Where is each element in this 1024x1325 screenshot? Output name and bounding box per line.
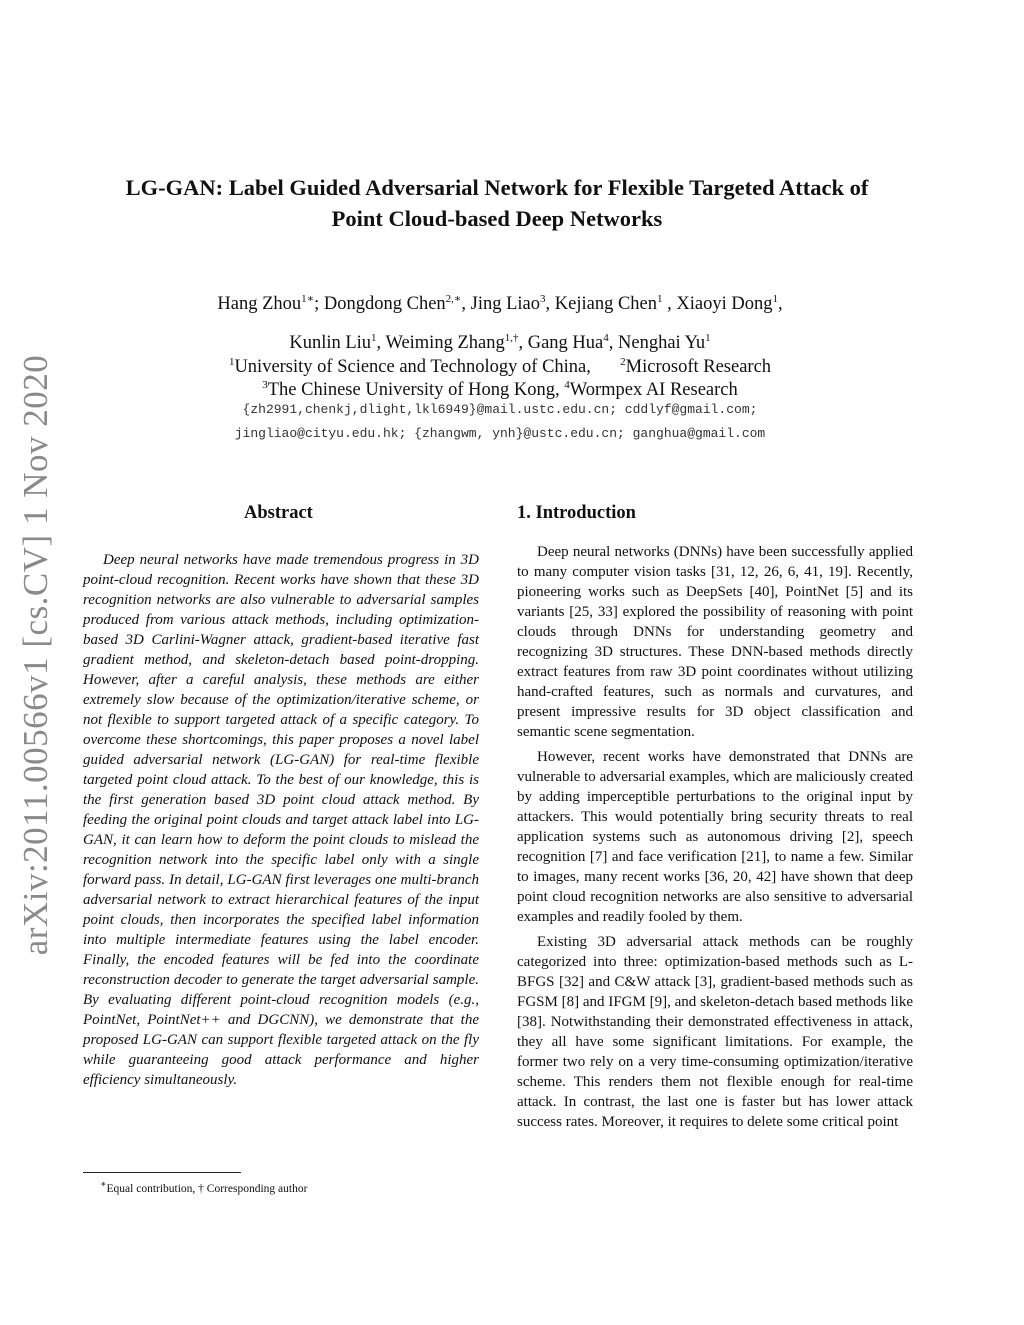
affiliation: Wormpex AI Research [569,380,738,401]
author: , Jing Liao$^3$ [461,293,546,315]
footnote-divider [83,1172,241,1173]
affiliation-line-1: $^1$University of Science and Technology of China, $^2$Microsoft Research [228,356,772,378]
author: , Kejiang Chen$^1$ [545,293,663,315]
affiliation: The Chinese University of Hong Kong, [267,380,565,401]
author: , Xiaoyi Dong$^1$ [662,293,778,315]
arxiv-stamp [4,350,68,960]
footnote-text: Equal contribution, † Corresponding author [106,1182,308,1195]
author: Hang Zhou$^{1∗}$ [217,293,315,315]
author: Kunlin Liu$^1$ [289,332,377,354]
email-line-2: jingliao@cityu.edu.hk; {zhangwm, ynh}@ustc.edu.cn; ganghua@gmail.com [234,426,766,441]
author: , Weiming Zhang$^{1,\dagger}$ [376,332,519,354]
arxiv-id-text: arXiv:2011.00566v1 [cs.CV] 1 Nov 2020 [16,354,56,956]
abstract-heading: Abstract [244,503,313,523]
introduction-body [517,542,913,1137]
paper-title [90,172,904,234]
email-line-1: {zh2991,chenkj,dlight,lkl6949}@mail.ustc.edu.cn; cddlyf@gmail.com; [242,402,758,417]
introduction-heading: 1. Introduction [517,503,636,523]
affiliation-line-2: $^3$The Chinese University of Hong Kong, $^4$Wormpex AI Research [262,379,738,401]
author-line-1 [120,288,880,316]
intro-paragraph: Deep neural networks (DNNs) have been successfully applied to many computer vision tasks [31, 12, 26, 6, 41, 19]. Recently, pioneering works such as DeepSets [40], PointNet [5] and its variants [25, 33] explored the possibility of reasoning with point clouds through DNNs for understanding geometry and recognizing 3D structures. These DNN-based methods directly extract features from raw 3D point coordinates without utilizing hand-crafted features, such as normals and curvatures, and present impressive results for 3D object classification and semantic scene segmentation. [517,544,913,740]
author: ; Dongdong Chen$^{2,∗}$ [314,293,462,315]
affiliation: University of Science and Technology of China, [234,357,591,378]
author: , Gang Hua$^4$ [518,332,609,354]
affiliation: Microsoft Research [625,357,772,378]
footnote: ∗Equal contribution, † Corresponding author [100,1179,308,1195]
intro-paragraph: However, recent works have demonstrated that DNNs are vulnerable to adversarial examples, which are maliciously created by adding imperceptible perturbations to the original input by attackers. This would potentially bring security threats to real application systems such as autonomous driving [2], speech recognition [7] and face verification [21], to name a few. Similar to images, many recent works [36, 20, 42] have shown that deep point cloud recognition networks are also sensitive to adversarial examples and readily fooled by them. [517,749,913,925]
author: , [778,294,783,315]
abstract-body [83,550,479,1090]
author: , Nenghai Yu$^1$ [608,332,711,354]
title-line-1: LG-GAN: Label Guided Adversarial Network for Flexible Targeted Attack of [125,175,869,200]
intro-paragraph: Existing 3D adversarial attack methods can be roughly categorized into three: optimization-based methods such as L-BFGS [32] and C&W attack [3], gradient-based methods such as FGSM [8] and IFGM [9], and skeleton-detach based methods like [38]. Notwithstanding their demonstrated effectiveness in attack, they all have some significant limitations. For example, the former two rely on a very time-consuming optimization/iterative scheme. This renders them not flexible enough for real-time attack. In contrast, the last one is faster but has lower attack success rates. Moreover, it requires to delete some critical point [517,934,913,1130]
abstract-text: Deep neural networks have made tremendous progress in 3D point-cloud recognition. Recent works have shown that these 3D recognition networks are also vulnerable to adversarial samples produced from various attack methods, including optimization-based 3D Carlini-Wagner attack, gradient-based iterative fast gradient method, and skeleton-detach based point-dropping. However, after a careful analysis, these methods are either extremely slow because of the optimization/iterative scheme, or not flexible to support targeted attack of a specific category. To overcome these shortcomings, this paper proposes a novel label guided adversarial network (LG-GAN) for real-time flexible targeted point cloud attack. To the best of our knowledge, this is the first generation based 3D point cloud attack method. By feeding the original point clouds and target attack label into LG-GAN, it can learn how to deform the point clouds to mislead the recognition network into the specific label only with a single forward pass. In detail, LG-GAN first leverages one multi-branch adversarial network to extract hierarchical features of the input point clouds, then incorporates the specified label information into multiple intermediate features using the label encoder. Finally, the encoded features will be fed into the coordinate reconstruction decoder to generate the target adversarial sample. By evaluating different point-cloud recognition models (e.g., PointNet, PointNet++ and DGCNN), we demonstrate that the proposed LG-GAN can support flexible targeted attack on the fly while guaranteeing good attack performance and higher efficiency simultaneously. [83,552,479,1088]
title-line-2: Point Cloud-based Deep Networks [331,206,663,231]
